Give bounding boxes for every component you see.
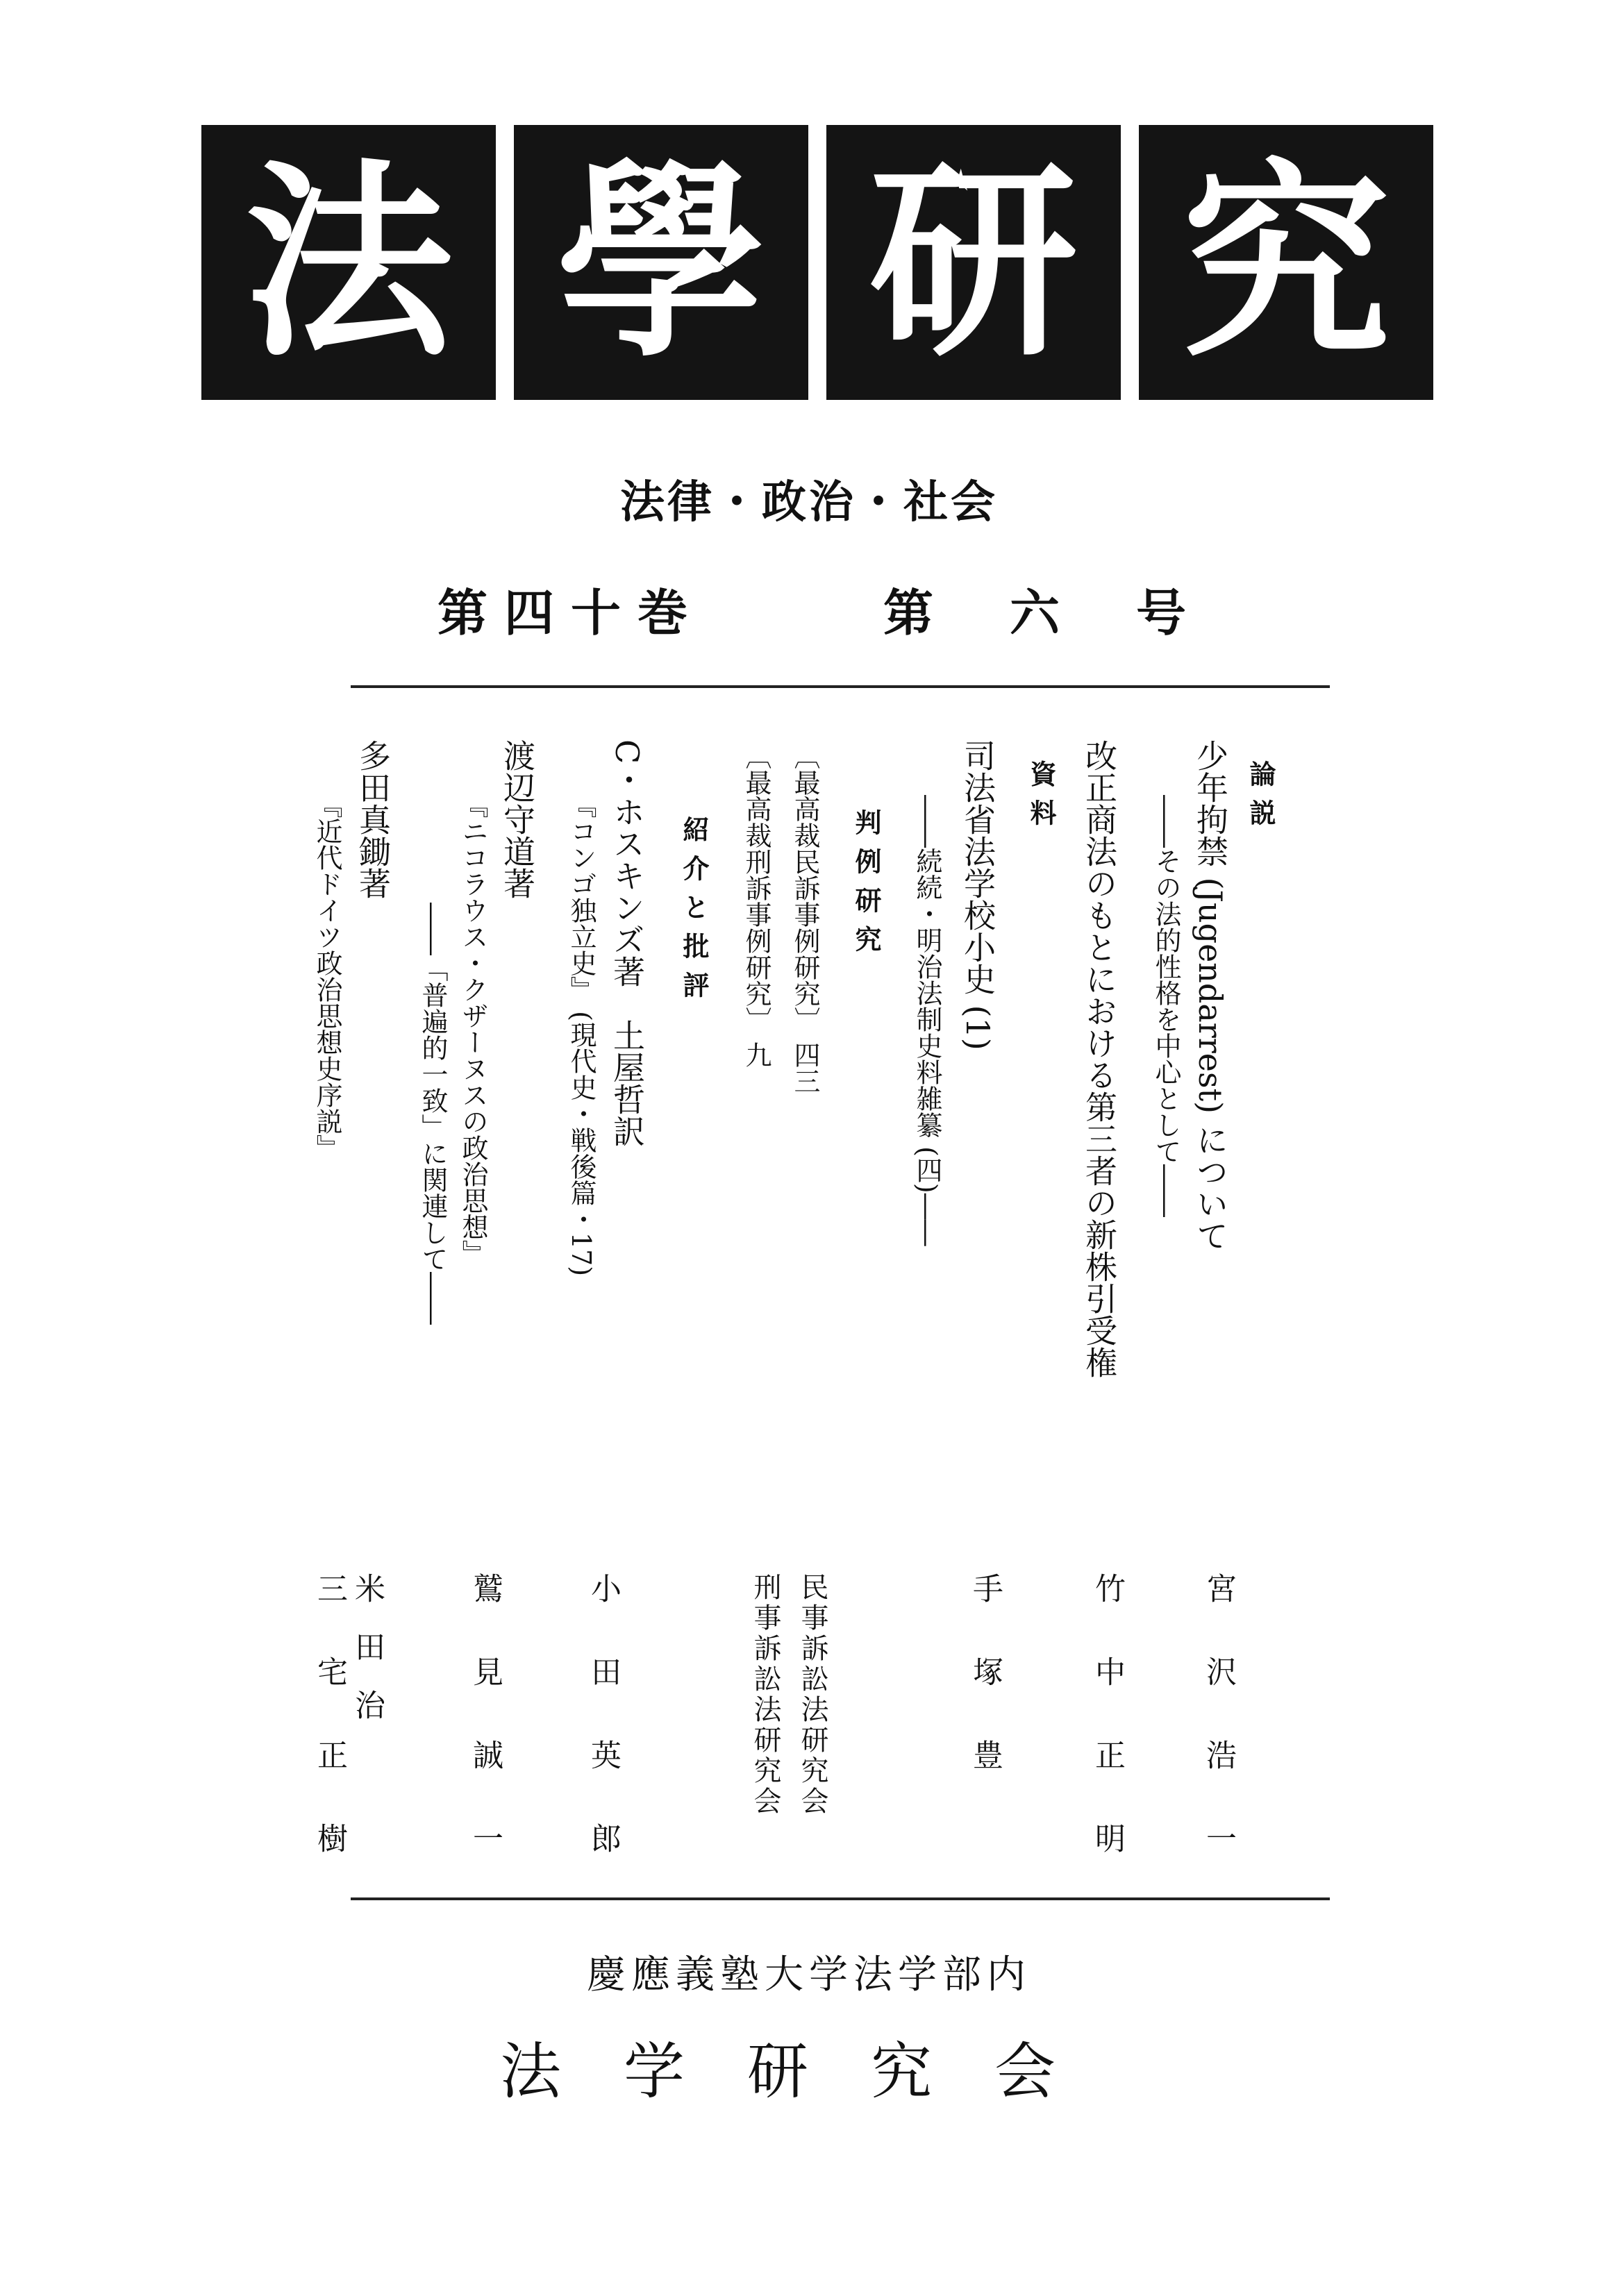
shiryo-article2-author: 手塚豊 xyxy=(967,1573,1003,1822)
shokai-item2-author: 鷲見誠一 xyxy=(467,1573,503,1906)
shiryo-article1-author: 竹中正明 xyxy=(1090,1573,1125,1906)
shokai-heading: 紹介と批評 xyxy=(678,816,709,1010)
hanrei-item2-author: 刑事訴訟法研究会 xyxy=(749,1573,781,1817)
ronsetsu-author: 宮沢浩一 xyxy=(1201,1573,1236,1906)
title-block-3: 研 xyxy=(826,125,1121,400)
shokai-item1-line2: 『コンゴ独立史』 (現代史・戦後篇・17) xyxy=(566,791,597,1277)
journal-subtitle: 法律・政治・社会 xyxy=(620,477,998,528)
shiryo-article2-subtitle: ――続続・明治法制史料雑纂 (四)―― xyxy=(912,795,942,1246)
hanrei-heading: 判例研究 xyxy=(851,809,881,964)
bottom-rule xyxy=(351,1897,1330,1900)
publisher-address: 慶應義塾大学法学部内 xyxy=(587,1952,1031,1997)
shokai-item3-line2: 『近代ドイツ政治思想史序説』 xyxy=(312,791,342,1161)
ronsetsu-article-subtitle: ――その法的性格を中心として―― xyxy=(1151,795,1181,1217)
title-block-4: 究 xyxy=(1139,125,1433,400)
hanrei-item1-author: 民事訴訟法研究会 xyxy=(797,1573,828,1817)
publisher-name: 法学研究会 xyxy=(499,2036,1118,2107)
ronsetsu-heading: 論説 xyxy=(1245,760,1276,838)
shokai-item3-author-a: 米田治 xyxy=(349,1573,385,1748)
title-block-1: 法 xyxy=(201,125,496,400)
top-rule xyxy=(351,685,1330,688)
hanrei-item2-title: 〔最高裁刑訴事例研究〕 九 xyxy=(741,743,772,1069)
title-block-2: 學 xyxy=(514,125,808,400)
shokai-item3-author-b: 三宅正樹 xyxy=(312,1573,347,1906)
shiryo-article1-title: 改正商法のもとにおける第三者の新株引受権 xyxy=(1081,739,1118,1378)
shokai-item3-line1: 多田真鋤著 xyxy=(354,739,392,899)
volume-number: 第四十巻 xyxy=(437,584,705,642)
shokai-item1-author: 小田英郎 xyxy=(585,1573,621,1906)
ronsetsu-article-title: 少年拘禁 (Jugendarrest) について xyxy=(1192,739,1229,1252)
shokai-item2-line2: 『ニコラウス・クザーヌスの政治思想』 xyxy=(458,791,488,1266)
shokai-item2-line1: 渡辺守道著 xyxy=(499,739,536,899)
shiryo-article2-title: 司法省法学校小史 (1) xyxy=(959,739,996,1050)
issue-number: 第六号 xyxy=(883,584,1263,642)
shokai-item2-line3: ――「普遍的一致」に関連して―― xyxy=(417,903,448,1325)
hanrei-item1-title: 〔最高裁民訴事例研究〕 四三 xyxy=(790,743,820,1095)
shiryo-heading: 資料 xyxy=(1026,760,1056,838)
shokai-item1-line1: C・ホスキンズ著 土屋哲訳 xyxy=(608,739,646,1148)
